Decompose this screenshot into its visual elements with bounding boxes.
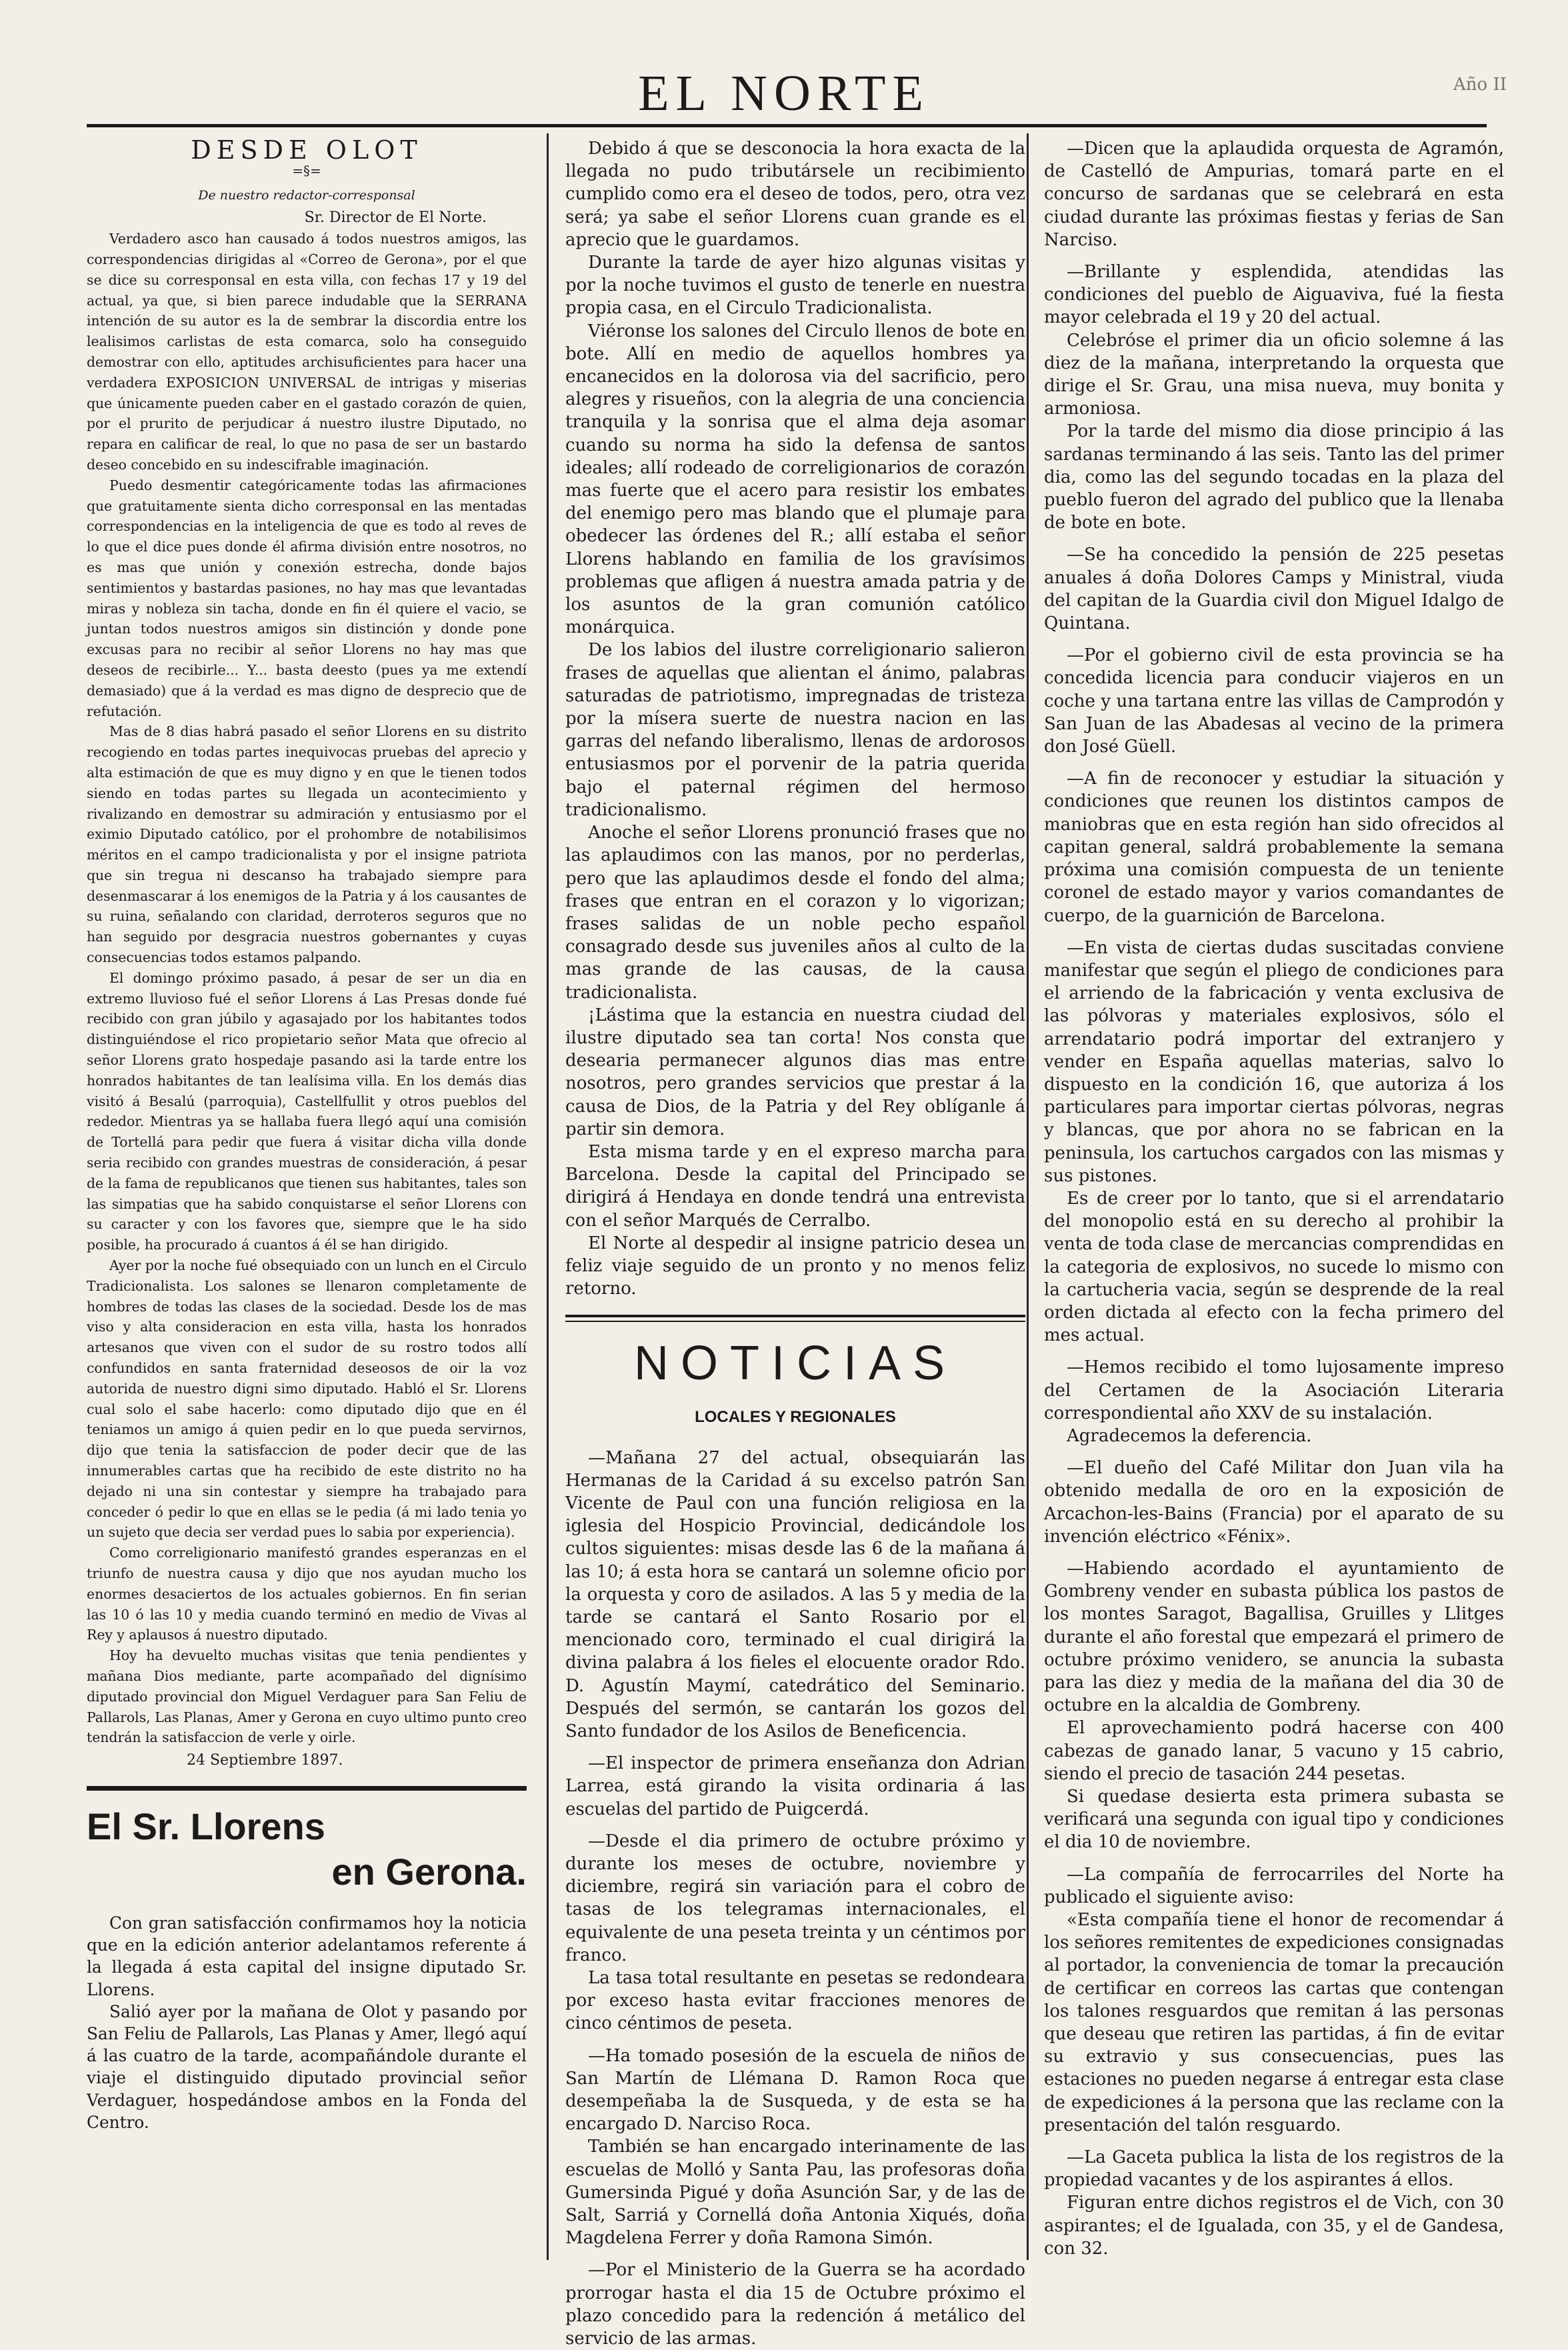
news-item: —El inspector de primera enseñanza don Adrian Larrea, está girando la visita ordinaria á las escuelas del partido de Puigcerdá. <box>565 1753 1025 1819</box>
paragraph: El domingo próximo pasado, á pesar de ser un dia en extremo lluvioso fué el señor Llorens á Las Presas donde fué recibido con gran júbilo y agasajado por los habitantes todos distinguiéndose el rico propietario señor Mata que ofrecio al señor Llorens grato hospedaje pasando asi la tarde entre los honrados habitantes de tan lealísima villa. En los demás dias visitó á Besalú (parroquia), Castellfullit y otros pueblos del rededor. Mientras ya se hallaba fuera llegó aquí una comisión de Tortellá para pedir que fuera á visitar dicha villa donde seria recibido con grandes muestras de consideración, á pesar de la fama de republicanos que tienen sus habitantes, tales son las simpatias que ha sabido conquistarse el señor Llorens con su caracter y con los favores que, siempre que le ha sido posible, ha procurado á cuantos á él se han dirigido. <box>87 969 527 1253</box>
llorens-headline <box>87 1804 527 1895</box>
paragraph: Salió ayer por la mañana de Olot y pasando por San Feliu de Pallarols, Las Planas y Amer, llegó aquí á las cuatro de la tarde, acompañándole durante el viaje el distinguido diputado provincial señor Verdaguer, hospedándose ambos en la Fonda del Centro. <box>87 2001 527 2132</box>
news-item: Celebróse el primer dia un oficio solemne á las diez de la mañana, interpretando la orquesta que dirige el Sr. Grau, una misa nueva, muy bonita y armoniosa. <box>1044 330 1504 419</box>
news-item: —Dicen que la aplaudida orquesta de Agramón, de Castelló de Ampurias, tomará parte en el concurso de sardanas que se celebrará en esta ciudad durante las próximas fiestas y ferias de San Narciso. <box>1044 139 1504 250</box>
news-item: «Esta compañía tiene el honor de recomendar á los señores remitentes de expediciones consignadas al portador, la conveniencia de tomar la precaución de certificar en correos las cartas que contengan los talones resguardos que remitan á las personas que deseau que retiren las partidas, á fin de evitar su extravio y sus consecuencias, pues las estaciones no pueden negarse á entregar esta clase de expediciones á la persona que las reclame con la presentación del talón resguardo. <box>1044 1910 1504 2135</box>
news-item: Si quedase desierta esta primera subasta se verificará una segunda con igual tipo y condiciones el dia 10 de noviembre. <box>1044 1787 1504 1853</box>
paragraph: Con gran satisfacción confirmamos hoy la noticia que en la edición anterior adelantamos referente á la llegada á esta capital del insigne diputado Sr. Llorens. <box>87 1913 527 1999</box>
section-title-olot: DESDE OLOT <box>191 135 423 165</box>
news-item: También se han encargado interinamente de las escuelas de Molló y Santa Pau, las profesoras doña Gumersinda Pigué y doña Asunción Sar, y de las de Salt, Sarriá y Cornellá doña Antonia Xiqués, doña Magdelena Ferrer y doña Ramona Simón. <box>565 2137 1025 2249</box>
paragraph: Debido á que se desconocia la hora exacta de la llegada no pudo tributársele un recibimiento cumplido como era el deseo de todos, pero, otra vez será; ya sabe el señor Llorens cuan grande es el aprecio que le guardamos. <box>565 139 1025 250</box>
news-item: —Se ha concedido la pensión de 225 pesetas anuales á doña Dolores Camps y Ministral, viuda del capitan de la Guardia civil don Miguel Idalgo de Quintana. <box>1044 545 1504 634</box>
paragraph: ¡Lástima que la estancia en nuestra ciudad del ilustre diputado sea tan corta! Nos consta que desearia permanecer algunos dias mas entre nosotros, pero grandes servicios que prestar á la causa de Dios, de la Patria y del Rey oblíganle á partir sin demora. <box>565 1005 1025 1139</box>
news-item: Agradecemos la deferencia. <box>1067 1425 1312 1446</box>
paragraph: Hoy ha devuelto muchas visitas que tenia pendientes y mañana Dios mediante, parte acompañado del dignísimo diputado provincial don Miguel Verdaguer para San Feliu de Pallarols, Las Planas, Amer y Gerona en cuyo ultimo punto creo tendrán la satisfaccion de verle y oirle. <box>87 1647 527 1746</box>
headline-line-1: El Sr. Llorens <box>87 1805 325 1847</box>
news-item: Es de creer por lo tanto, que si el arrendatario del monopolio está en su derecho al prohibir la venta de toda clase de mercancias comprendidas en la categoria de explosivos, no sucede lo mismo con la cartucheria vacia, según se desprende de la real orden dictada al efecto con la fecha primero del mes actual. <box>1044 1188 1504 1346</box>
salutation: Sr. Director de El Norte. <box>304 209 487 227</box>
news-item: La tasa total resultante en pesetas se redondeara por exceso hasta evitar fracciones menores de cinco céntimos de peseta. <box>565 1968 1025 2034</box>
dateline: 24 Septiembre 1897. <box>187 1752 343 1769</box>
column-divider <box>1027 133 1029 2260</box>
news-item: —En vista de ciertas dudas suscitadas conviene manifestar que según el pliego de condiciones para el arriendo de la fabricación y venta exclusiva de las pólvoras y materiales explosivos, sólo el arrendatario podrá importar del extranjero y vender en España aquellas materias, salvo lo dispuesto en la condición 16, que autoriza á los particulares para importar ciertas pólvoras, negras y blancas, que por ahora no se fabrican en la peninsula, los cartuchos cargados con las mismas y sus pistones. <box>1044 937 1504 1186</box>
news-item: —Desde el dia primero de octubre próximo y durante los meses de octubre, noviembre y diciembre, regirá sin variación para el cobro de tasas de los telegramas internacionales, el equivalente de una peseta treinta y un céntimos por franco. <box>565 1831 1025 1965</box>
column-middle <box>565 137 1025 2350</box>
section-rule <box>565 1315 1025 1322</box>
paragraph: Puedo desmentir categóricamente todas las afirmaciones que gratuitamente sienta dicho corresponsal en las mentadas correspondencias en la inteligencia de que es todo al reves de lo que el dice pues donde él afirma división entre nosotros, no es mas que unión y conexión estrecha, donde bajos sentimientos y bastardas pasiones, no hay mas que levantadas miras y nobleza sin tacha, donde en fin él quiere el vacio, se juntan todos nuestros amigos sin distinción y donde pone excusas para no recibir al señor Llorens no hay mas que deseos de recibirle... Y... basta deesto (pues ya me extendí demasiado) que á la verdad es mas digno de desprecio que de refutación. <box>87 477 527 719</box>
news-item: —Habiendo acordado el ayuntamiento de Gombreny vender en subasta pública los pastos de los montes Saragot, Bagallisa, Gruilles y Llitges durante el año forestal que empezará el primero de octubre próximo venidero, se anuncia la subasta para las diez y media de la mañana del dia 30 de octubre en la alcaldia de Gombreny. <box>1044 1558 1504 1716</box>
section-rule <box>87 1786 527 1791</box>
news-item: Figuran entre dichos registros el de Vich, con 30 aspirantes; el de Igualada, con 35, y el de Gandesa, con 32. <box>1044 2193 1504 2259</box>
paragraph: Mas de 8 dias habrá pasado el señor Llorens en su distrito recogiendo en todas partes inequivocas pruebas del aprecio y alta estimación de que es muy digno y en que le tienen todos siendo en todas partes su llegada un acontecimiento y rivalizando en demostrar su admiración y entusiasmo por el eximio Diputado católico, por el prohombre de notabilisimos méritos en el campo tradicionalista y por el insigne patriota que sin tregua ni descanso ha trabajado siempre para desenmascarar á los enemigos de la Patria y á los causantes de su ruina, señalando con claridad, derroteros seguros que no han seguido por desgracia nuestros gobernantes y cuyas consecuencias todos estamos palpando. <box>87 723 527 966</box>
paragraph: Durante la tarde de ayer hizo algunas visitas y por la noche tuvimos el gusto de tenerle en nuestra propia casa, en el Circulo Tradicionalista. <box>565 253 1025 319</box>
paragraph: Anoche el señor Llorens pronunció frases que no las aplaudimos con las manos, por no perderlas, pero que las aplaudimos desde el fondo del alma; frases que entran en el corazon y lo vigorizan; frases salidas de un noble pecho español consagrado desde sus juveniles años al culto de la mas grande de las causas, de la causa tradicionalista. <box>565 823 1025 1003</box>
news-item: —A fin de reconocer y estudiar la situación y condiciones que reunen los distintos campos de maniobras que en esta región han sido ofrecidos al capitan general, saldrá probablemente la semana próxima una comisión compuesta de un teniente coronel de estado mayor y varios comandantes de cuerpo, de la guarnición de Barcelona. <box>1044 769 1504 926</box>
news-item: —El dueño del Café Militar don Juan vila ha obtenido medalla de oro en la exposición de Arcachon-les-Bains (Francia) por el aparato de su invención eléctrico «Fénix». <box>1044 1458 1504 1547</box>
byline: De nuestro redactor-corresponsal <box>198 187 415 203</box>
noticias-title: NOTICIAS <box>633 1337 957 1391</box>
news-item: —La Gaceta publica la lista de los registros de la propiedad vacantes y de los aspirantes á ellos. <box>1044 2147 1504 2191</box>
paragraph: Como correligionario manifestó grandes esperanzas en el triunfo de nuestra causa y dijo que nos ayudan mucho los enormes desaciertos de los actuales gobiernos. En fin serian las 10 ó las 10 y media cuando terminó en medio de Vivas al Rey y aplausos á nuestro diputado. <box>87 1545 527 1643</box>
paragraph: Viéronse los salones del Circulo llenos de bote en bote. Allí en medio de aquellos hombres ya encanecidos en la dolorosa via del sacrificio, pero alegres y risueños, con la alegria de una conciencia tranquila y la sonrisa que el alma deja asomar cuando su norma ha sido la defensa de santos ideales; allí rodeado de correligionarios de corazón mas fuerte que el acero para resistir los embates del enemigo pero mas blando que el plumaje para obedecer las órdenes del R.; allí estaba el señor Llorens hablando en familia de los gravísimos problemas que afligen á nuestra amada patria y de los asuntos de la gran comunión católico monárquica. <box>565 321 1025 638</box>
news-item: —Por el gobierno civil de esta provincia se ha concedida licencia para conducir viajeros en un coche y una tartana entre las villas de Camprodón y San Juan de las Abadesas al vecino de la primera don José Güell. <box>1044 645 1504 757</box>
paragraph: Ayer por la noche fué obsequiado con un lunch en el Circulo Tradicionalista. Los salones se llenaron completamente de hombres de todas las clases de la sociedad. Desde los de mas viso y alta consideracion en esta villa, hasta los honrados artesanos que viven con el sudor de su rostro todos allí confundidos en santa fraternidad deseosos de oir la voz autorida de nuestro digni simo diputado. Habló el Sr. Llorens cual solo el sabe hacerlo: como diputado dijo que en él teniamos un amigo á quien pedir en lo que pueda servirnos, dijo que tenia la satisfaccion de poder decir que de las innumerables cartas que ha recibido de este distrito no ha dejado ni una sin contestar y siempre ha trabajado para conceder ó pedir lo que en ellas se le pedia (á mi lado tenia yo un sujeto que decia ser verdad pues lo sabia por experiencia). <box>87 1257 527 1541</box>
page-label: Año II <box>1453 75 1507 95</box>
column-right <box>1044 137 1504 2260</box>
column-left <box>87 137 527 2133</box>
paragraph: Esta misma tarde y en el expreso marcha para Barcelona. Desde la capital del Principado se dirigirá á Hendaya en donde tendrá una entrevista con el señor Marqués de Cerralbo. <box>565 1141 1025 1231</box>
news-item: —Por el Ministerio de la Guerra se ha acordado prorrogar hasta el dia 15 de Octubre próximo el plazo concedido para la redención á metálico del servicio de las armas. <box>565 2260 1025 2349</box>
masthead-rule <box>87 124 1487 127</box>
news-item: —La compañía de ferrocarriles del Norte ha publicado el siguiente aviso: <box>1044 1864 1504 1907</box>
news-item: —Hemos recibido el tomo lujosamente impreso del Certamen de la Asociación Literaria correspondiental año XXV de su instalación. <box>1044 1357 1504 1423</box>
column-divider <box>547 133 549 2260</box>
masthead-title: EL NORTE <box>638 65 930 121</box>
headline-line-2: en Gerona. <box>331 1850 527 1893</box>
noticias-subhead: LOCALES Y REGIONALES <box>695 1408 896 1427</box>
news-item: Por la tarde del mismo dia diose principio á las sardanas terminando á las seis. Tanto las del primer dia, como las del segundo tocadas en la plaza del pueblo fueron del agrado del publico que la llenaba de bote en bote. <box>1044 421 1504 533</box>
separator: =§= <box>292 162 321 179</box>
paragraph: Verdadero asco han causado á todos nuestros amigos, las correspondencias dirigidas al «Correo de Gerona», por el que se dice su corresponsal en esta villa, con fechas 17 y 19 del actual, ya que, si bien parece indudable que la SERRANA intención de su autor es la de sembrar la discordia entre los lealisimos carlistas de esta comarca, solo ha conseguido demostrar con ello, aptitudes archisuficientes para hacer una verdadera EXPOSICION UNIVERSAL de intrigas y miserias que únicamente pueden caber en el gastado corazón de quien, por el prurito de perjudicar á nuestro ilustre Diputado, no repara en calificar de real, lo que no pasa de ser un bastardo deseo concebido en su indescifrable imaginación. <box>87 231 527 473</box>
news-item: El aprovechamiento podrá hacerse con 400 cabezas de ganado lanar, 5 vacuno y 15 cabrio, siendo el precio de tasación 244 pesetas. <box>1044 1718 1504 1784</box>
paragraph: El Norte al despedir al insigne patricio desea un feliz viaje seguido de un pronto y no menos feliz retorno. <box>565 1233 1025 1299</box>
news-item: —Mañana 27 del actual, obsequiarán las Hermanas de la Caridad á su excelso patrón San Vicente de Paul con una función religiosa en la iglesia del Hospicio Provincial, dedicándole los cultos siguientes: misas desde las 6 de la mañana á las 10; á esta hora se cantará un solemne oficio por la orquesta y coro de asilados. A las 5 y media de la tarde se cantará el Santo Rosario por el mencionado coro, terminado el cual dirigirá la divina palabra á los fieles el elocuente orador Rdo. D. Agustín Maymí, catedrático del Seminario. Después del sermón, se cantarán los gozos del Santo fundador de los Asilos de Beneficencia. <box>565 1447 1025 1741</box>
news-item: —Ha tomado posesión de la escuela de niños de San Martín de Llémana D. Ramon Roca que desempeñaba la de Susqueda, y de esta se ha encargado D. Narciso Roca. <box>565 2045 1025 2135</box>
paragraph: De los labios del ilustre correligionario salieron frases de aquellas que alientan el ánimo, palabras saturadas de patriotismo, impregnadas de tristeza por la mísera suerte de nuestra nacion en las garras del nefando liberalismo, llenas de ardorosos entusiasmos por el porvenir de la patria querida bajo el paternal régimen del hermoso tradicionalismo. <box>565 640 1025 820</box>
news-item: —Brillante y esplendida, atendidas las condiciones del pueblo de Aiguaviva, fué la fiesta mayor celebrada el 19 y 20 del actual. <box>1044 262 1504 328</box>
